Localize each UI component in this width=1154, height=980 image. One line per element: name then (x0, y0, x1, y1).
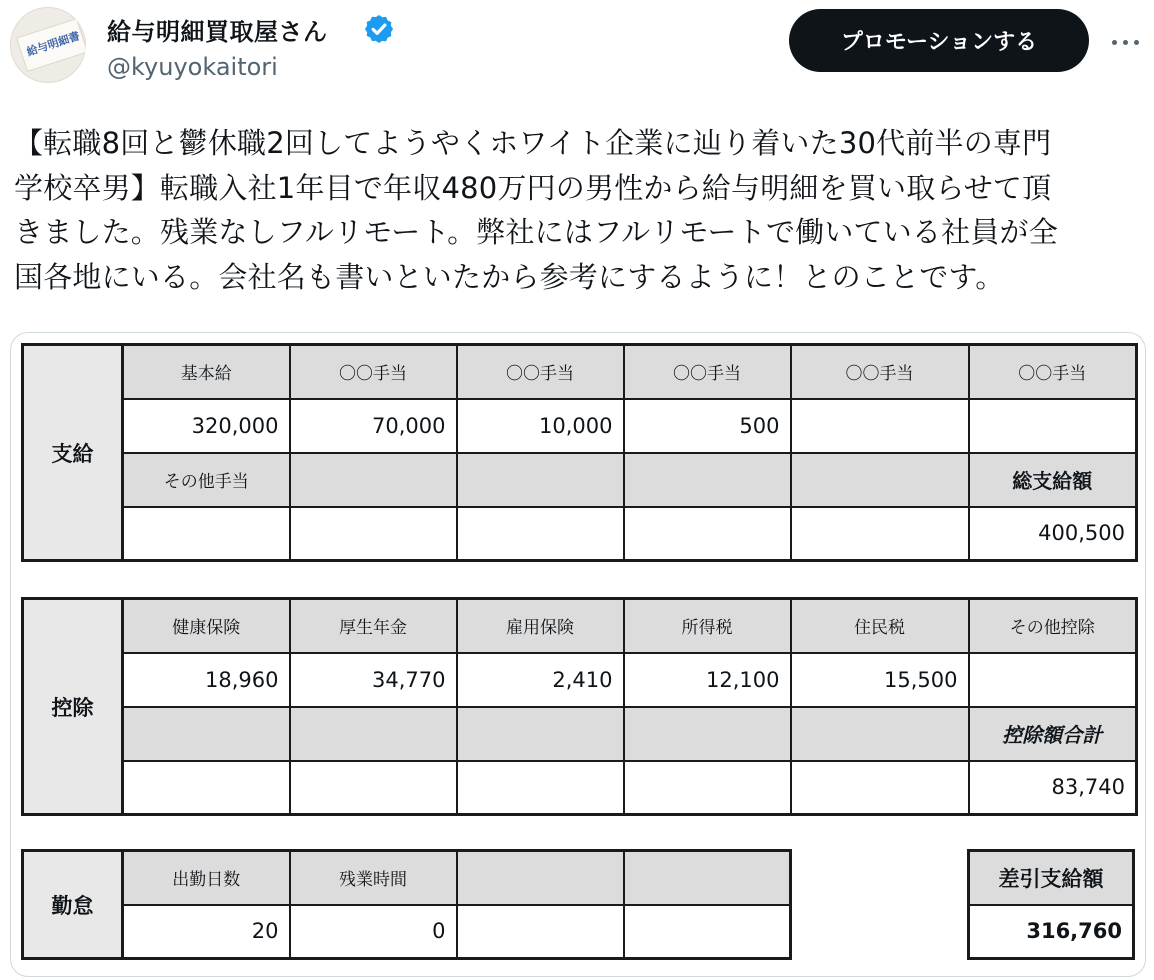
empty-cell (624, 507, 791, 561)
avatar-text: 給与明細書 (25, 29, 82, 59)
attendance-value (457, 905, 624, 959)
payment-header: 〇〇手当 (457, 345, 624, 399)
attendance-section-label: 勤怠 (23, 851, 123, 959)
empty-cell (457, 507, 624, 561)
display-name[interactable]: 給与明細買取屋さん (107, 18, 328, 46)
attendance-value: 20 (123, 905, 290, 959)
payment-table (21, 343, 1138, 562)
promote-button[interactable]: プロモーションする (789, 9, 1089, 72)
empty-cell (457, 707, 624, 761)
empty-cell (123, 761, 290, 815)
net-pay-label: 差引支給額 (969, 851, 1134, 905)
payment-section-label: 支給 (23, 345, 123, 561)
handle[interactable]: @kyuyokaitori (107, 53, 278, 81)
attendance-header (624, 851, 791, 905)
attendance-header (457, 851, 624, 905)
total-deduction-label: 控除額合計 (969, 707, 1137, 761)
payment-value: 70,000 (290, 399, 457, 453)
empty-cell (791, 707, 969, 761)
payment-value: 320,000 (123, 399, 290, 453)
deduction-value: 15,500 (791, 653, 969, 707)
deduction-value: 2,410 (457, 653, 624, 707)
payment-header: 〇〇手当 (290, 345, 457, 399)
empty-cell (791, 507, 969, 561)
deduction-header: 健康保険 (123, 599, 290, 653)
verified-badge-icon (363, 13, 395, 45)
empty-cell (290, 453, 457, 507)
empty-cell (290, 507, 457, 561)
payment-header: 〇〇手当 (791, 345, 969, 399)
empty-cell (624, 453, 791, 507)
deduction-value: 12,100 (624, 653, 791, 707)
empty-cell (624, 761, 791, 815)
avatar-paper (16, 18, 86, 72)
net-pay-value: 316,760 (969, 905, 1134, 959)
empty-cell (791, 453, 969, 507)
attendance-header: 出勤日数 (123, 851, 290, 905)
more-horizontal-icon (1123, 40, 1128, 45)
gross-pay-value: 400,500 (969, 507, 1137, 561)
more-horizontal-icon (1112, 40, 1117, 45)
more-options-button[interactable] (1104, 22, 1146, 62)
deduction-header: 住民税 (791, 599, 969, 653)
payment-value (791, 399, 969, 453)
empty-cell (791, 761, 969, 815)
other-allowance-label: その他手当 (123, 453, 290, 507)
more-horizontal-icon (1134, 40, 1139, 45)
total-deduction-value: 83,740 (969, 761, 1137, 815)
payment-value: 10,000 (457, 399, 624, 453)
attendance-value (624, 905, 791, 959)
deduction-header: 雇用保険 (457, 599, 624, 653)
attendance-header: 残業時間 (290, 851, 457, 905)
deduction-table (21, 597, 1138, 816)
gross-pay-label: 総支給額 (969, 453, 1137, 507)
empty-cell (624, 707, 791, 761)
net-pay-table (967, 849, 1135, 960)
deduction-value: 34,770 (290, 653, 457, 707)
payment-value: 500 (624, 399, 791, 453)
payment-value (969, 399, 1137, 453)
empty-cell (457, 453, 624, 507)
deduction-value (969, 653, 1137, 707)
deduction-header: 厚生年金 (290, 599, 457, 653)
empty-cell (457, 761, 624, 815)
empty-cell (123, 707, 290, 761)
payment-header: 基本給 (123, 345, 290, 399)
payment-header: 〇〇手当 (624, 345, 791, 399)
tweet-line: 国各地にいる。会社名も書いといたから参考にするように！とのことです。 (14, 259, 1005, 294)
tweet-line: きました。残業なしフルリモート。弊社にはフルリモートで働いている社員が全 (14, 215, 1058, 250)
tweet-text (14, 121, 1144, 299)
deduction-section-label: 控除 (23, 599, 123, 815)
attendance-value: 0 (290, 905, 457, 959)
empty-cell (290, 761, 457, 815)
deduction-header: その他控除 (969, 599, 1137, 653)
tweet-media-payslip[interactable] (10, 332, 1146, 977)
tweet-line: 【転職8回と鬱休職2回してようやくホワイト企業に辿り着いた30代前半の専門 (14, 126, 1052, 160)
empty-cell (123, 507, 290, 561)
deduction-value: 18,960 (123, 653, 290, 707)
avatar[interactable] (10, 7, 86, 83)
payment-header: 〇〇手当 (969, 345, 1137, 399)
deduction-header: 所得税 (624, 599, 791, 653)
attendance-table (21, 849, 792, 960)
empty-cell (290, 707, 457, 761)
tweet-line: 学校卒男】転職入社1年目で年収480万円の男性から給与明細を買い取らせて頂 (14, 170, 1052, 205)
